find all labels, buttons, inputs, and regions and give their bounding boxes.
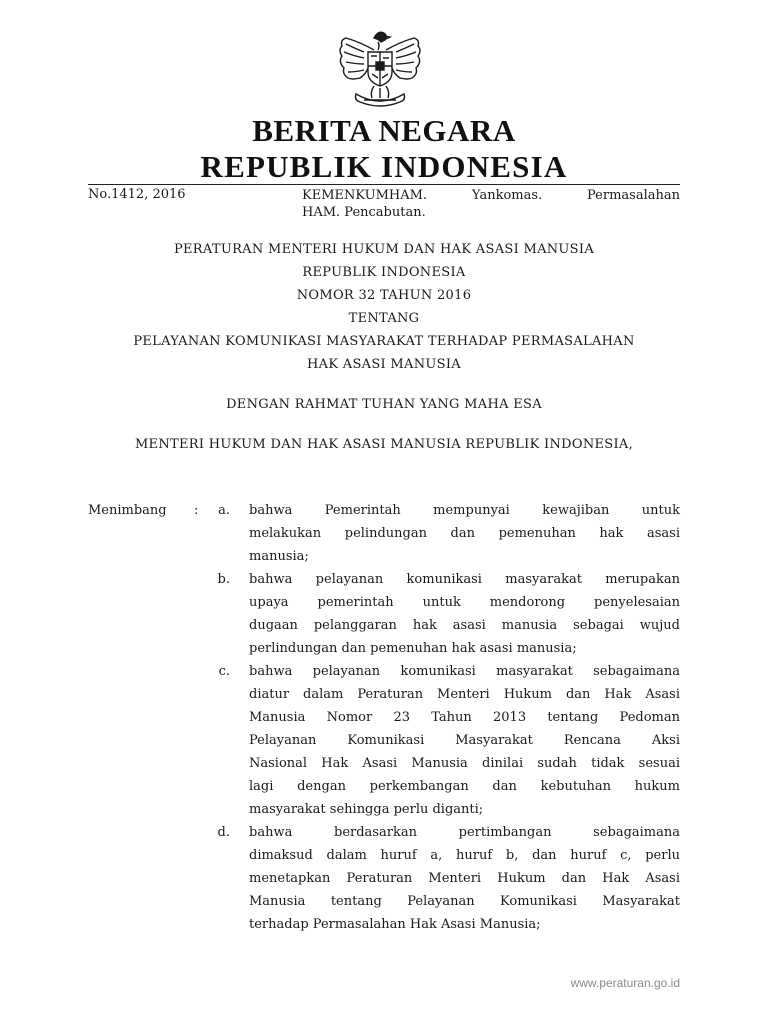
- item-text-line: Manusia tentang Pelayanan Komunikasi Masyarakat: [249, 894, 680, 909]
- gazette-number: No.1412, 2016: [88, 187, 186, 202]
- masthead-title: BERITA NEGARA: [252, 113, 516, 148]
- item-text-line: bahwa berdasarkan pertimbangan sebagaimana: [249, 825, 680, 840]
- item-text-line: Nasional Hak Asasi Manusia dinilai sudah tidak sesuai: [249, 756, 680, 771]
- garuda-emblem-icon: [334, 28, 426, 112]
- item-text-line: Pelayanan Komunikasi Masyarakat Rencana Aksi: [249, 733, 680, 748]
- item-letter: d.: [217, 825, 230, 840]
- item-text-line: bahwa pelayanan komunikasi masyarakat merupakan: [249, 572, 680, 587]
- regulation-number: NOMOR 32 TAHUN 2016: [296, 288, 472, 303]
- item-text-line: bahwa pelayanan komunikasi masyarakat sebagaimana: [249, 664, 680, 679]
- item-letter: b.: [217, 572, 230, 587]
- item-text-line: manusia;: [249, 549, 309, 564]
- subject-keyword: Yankomas.: [471, 188, 543, 203]
- item-text-line: upaya pemerintah untuk mendorong penyelesaian: [249, 595, 680, 610]
- subject-keyword: KEMENKUMHAM.: [302, 188, 428, 203]
- subject-keyword: Permasalahan: [587, 188, 680, 203]
- item-text-line: melakukan pelindungan dan pemenuhan hak asasi: [249, 526, 680, 541]
- item-text-line: diatur dalam Peraturan Menteri Hukum dan Hak Asasi: [249, 687, 680, 702]
- masthead-subtitle: REPUBLIK INDONESIA: [200, 149, 568, 184]
- item-text-line: dugaan pelanggaran hak asasi manusia sebagai wujud: [249, 618, 680, 633]
- invocation: DENGAN RAHMAT TUHAN YANG MAHA ESA: [226, 397, 542, 412]
- issuing-authority: MENTERI HUKUM DAN HAK ASASI MANUSIA REPUBLIK INDONESIA,: [134, 437, 634, 452]
- item-text-line: perlindungan dan pemenuhan hak asasi manusia;: [249, 641, 577, 656]
- item-text-line: Manusia Nomor 23 Tahun 2013 tentang Pedoman: [249, 710, 680, 725]
- considering-colon: :: [194, 503, 199, 518]
- item-text-line: menetapkan Peraturan Menteri Hukum dan Hak Asasi: [249, 871, 680, 886]
- regulation-title: HAK ASASI MANUSIA: [307, 357, 461, 372]
- regulation-about: TENTANG: [348, 311, 420, 326]
- item-text-line: bahwa Pemerintah mempunyai kewajiban untuk: [249, 503, 680, 518]
- footer-url: www.peraturan.go.id: [570, 976, 680, 990]
- considering-label: Menimbang: [88, 503, 167, 518]
- regulation-heading: PERATURAN MENTERI HUKUM DAN HAK ASASI MANUSIA: [173, 242, 595, 257]
- item-letter: c.: [218, 664, 230, 679]
- regulation-title: PELAYANAN KOMUNIKASI MASYARAKAT TERHADAP PERMASALAHAN: [133, 334, 635, 349]
- subject-line: HAM. Pencabutan.: [302, 205, 426, 220]
- gazette-subject: [302, 187, 680, 221]
- item-text-line: terhadap Permasalahan Hak Asasi Manusia;: [249, 917, 541, 932]
- item-letter: a.: [218, 503, 230, 518]
- item-text-line: masyarakat sehingga perlu diganti;: [249, 802, 484, 817]
- item-text-line: dimaksud dalam huruf a, huruf b, dan huruf c, perlu: [249, 848, 680, 863]
- header-divider: [88, 184, 680, 185]
- regulation-heading: REPUBLIK INDONESIA: [302, 265, 466, 280]
- item-text-line: lagi dengan perkembangan dan kebutuhan hukum: [249, 779, 680, 794]
